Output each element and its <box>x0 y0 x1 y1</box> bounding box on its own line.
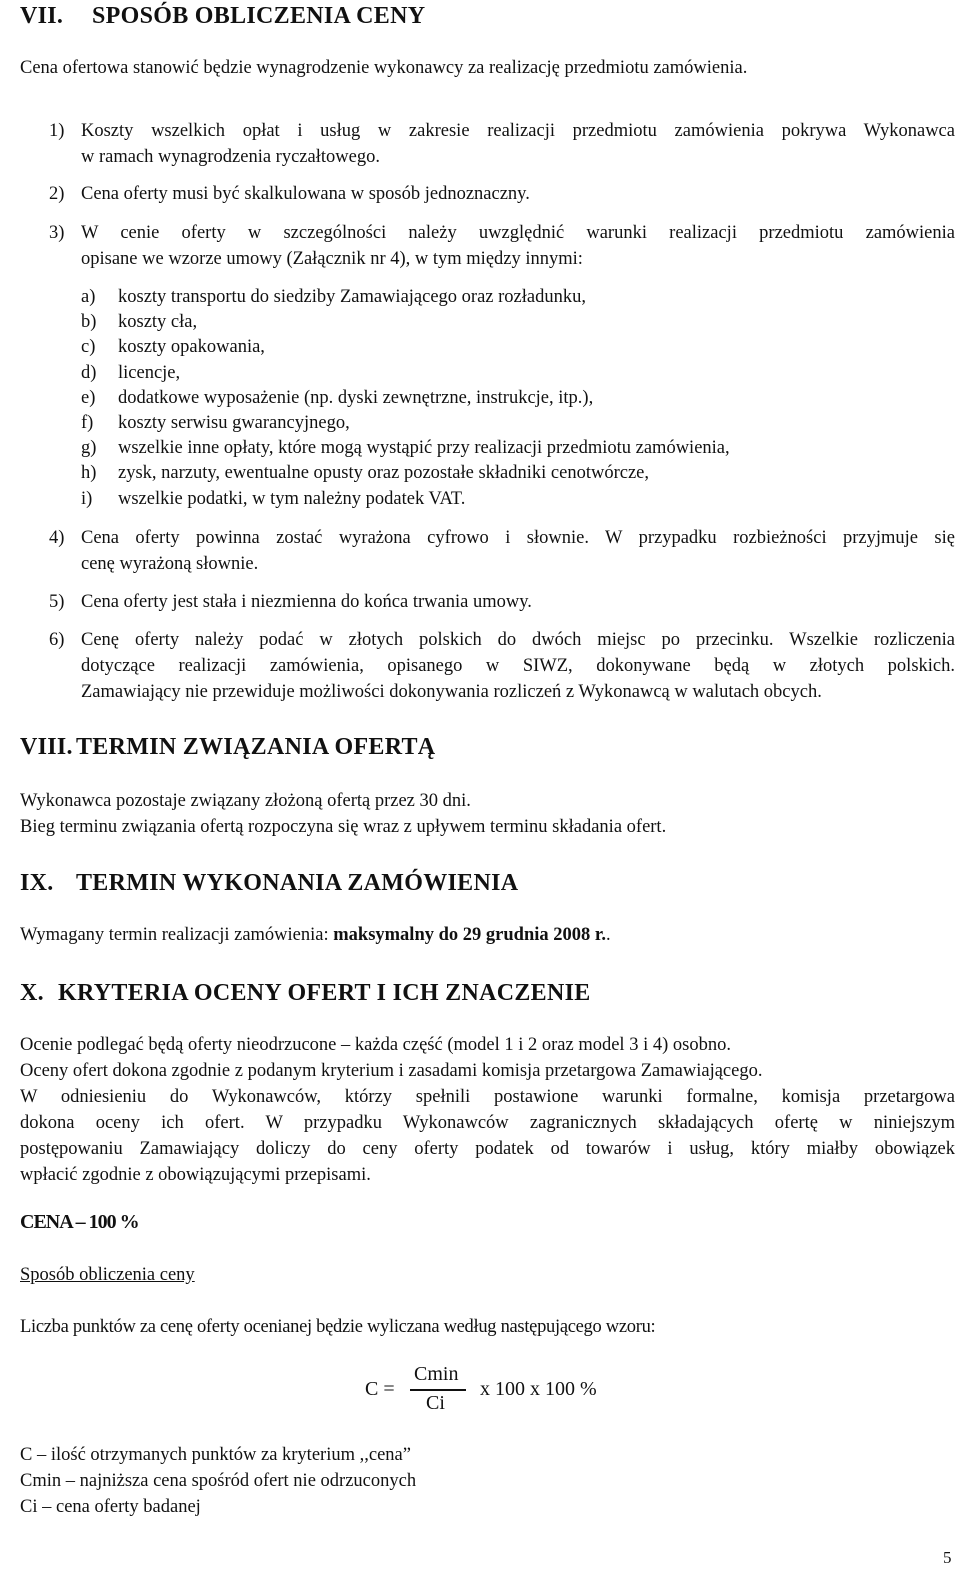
point-5 <box>49 589 532 615</box>
point-text: Cena oferty musi być skalkulowana w sposób jednoznaczny. <box>81 184 530 204</box>
list-item: b) koszty cła, <box>81 312 198 333</box>
point-label: 3) <box>49 223 65 243</box>
point-text: Cenę oferty należy podać w złotych polskich do dwóch miejsc po przecinku. Wszelkie rozliczenia <box>81 630 955 650</box>
section-heading-x <box>20 980 591 1007</box>
list-item: e) dodatkowe wyposażenie (np. dyski zewnętrzne, instrukcje, itp.), <box>81 387 594 408</box>
criteria-line: postępowaniu Zamawiający doliczy do ceny oferty podatek od towarów i usług, który miałby obowiązek <box>20 1139 955 1159</box>
list-item: i) wszelkie podatki, w tym należny podatek VAT. <box>81 488 466 509</box>
section-title: SPOSÓB OBLICZENIA CENY <box>92 3 426 29</box>
criteria-line: W odniesieniu do Wykonawców, którzy spełnili postawione warunki formalne, komisja przetargowa <box>20 1087 955 1107</box>
criteria-line: dokona oceny ich ofert. W przypadku Wykonawców zagranicznych składających ofertę w niniejszym <box>20 1113 955 1133</box>
criteria-line: Oceny ofert dokona zgodnie z podanym kryterium i zasadami komisja przetargowa Zamawiającego. <box>20 1061 763 1081</box>
legend-line: Ci – cena oferty badanej <box>20 1497 201 1517</box>
criteria-line: Ocenie podlegać będą oferty nieodrzucone – każda część (model 1 i 2 oraz model 3 i 4) osobno. <box>20 1035 731 1055</box>
formula-legend <box>20 1442 416 1520</box>
price-weight: CENA – 100 % <box>20 1211 139 1233</box>
section-heading-viii <box>20 734 435 761</box>
method-text: Liczba punktów za cenę oferty ocenianej będzie wyliczana według następującego wzoru: <box>20 1317 656 1337</box>
fraction-bar <box>410 1389 466 1391</box>
list-item: d) licencje, <box>81 362 181 383</box>
criteria-text <box>20 1032 955 1188</box>
point-text: Cena oferty powinna zostać wyrażona cyfrowo i słownie. W przypadku rozbieżności przyjmuje się <box>81 528 955 548</box>
formula-denominator: Ci <box>426 1392 445 1414</box>
list-item: g) wszelkie inne opłaty, które mogą wystąpić przy realizacji przedmiotu zamówienia, <box>81 438 730 459</box>
formula-numerator: Cmin <box>414 1363 459 1385</box>
section-number: VIII. <box>20 734 73 760</box>
point-text-cont: dotyczące realizacji zamówienia, opisanego w SIWZ, dokonywane będą w złotych polskich. <box>81 656 955 676</box>
section-number: IX. <box>20 870 54 896</box>
binding-period-text: Wykonawca pozostaje związany złożoną ofertą przez 30 dni. <box>20 791 471 811</box>
point-3 <box>49 220 955 272</box>
list-item: c) koszty opakowania, <box>81 337 265 358</box>
section-heading-ix <box>20 870 518 897</box>
point-label: 2) <box>49 184 65 204</box>
point-6 <box>49 627 955 705</box>
point-text: W cenie oferty w szczególności należy uwzględnić warunki realizacji przedmiotu zamówienia <box>81 223 955 243</box>
point-text-cont: cenę wyrażoną słownie. <box>81 554 259 574</box>
point-2 <box>49 181 530 207</box>
point-label: 4) <box>49 528 65 548</box>
point-1 <box>49 118 955 170</box>
section-heading-vii <box>20 3 425 30</box>
formula-rhs: x 100 x 100 % <box>480 1378 597 1400</box>
section-title: KRYTERIA OCENY OFERT I ICH ZNACZENIE <box>58 980 591 1006</box>
point-4 <box>49 525 955 577</box>
point-text-cont: w ramach wynagrodzenia ryczałtowego. <box>81 147 380 167</box>
criteria-line: wpłacić zgodnie z obowiązującymi przepisami. <box>20 1165 371 1185</box>
section-number: X. <box>20 980 44 1006</box>
deadline-text: Wymagany termin realizacji zamówienia: maksymalny do 29 grudnia 2008 r.. <box>20 925 611 945</box>
intro-text: Cena ofertowa stanowić będzie wynagrodzenie wykonawcy za realizację przedmiotu zamówienia. <box>20 58 748 78</box>
method-title: Sposób obliczenia ceny <box>20 1265 195 1285</box>
point-label: 1) <box>49 121 65 141</box>
section-number: VII. <box>20 3 64 29</box>
legend-line: Cmin – najniższa cena spośród ofert nie odrzuconych <box>20 1471 417 1491</box>
point-label: 5) <box>49 592 65 612</box>
list-item: h) zysk, narzuty, ewentualne opusty oraz pozostałe składniki cenotwórcze, <box>81 463 649 484</box>
point-text-cont: opisane we wzorze umowy (Załącznik nr 4), w tym między innymi: <box>81 249 583 269</box>
point-text: Cena oferty jest stała i niezmienna do końca trwania umowy. <box>81 592 532 612</box>
list-item: f) koszty serwisu gwarancyjnego, <box>81 413 350 434</box>
section-title: TERMIN WYKONANIA ZAMÓWIENIA <box>76 870 519 896</box>
page-number: 5 <box>943 1548 952 1567</box>
point-text: Koszty wszelkich opłat i usług w zakresie realizacji przedmiotu zamówienia pokrywa Wykonawca <box>81 121 955 141</box>
binding-start-text: Bieg terminu związania ofertą rozpoczyna się wraz z upływem terminu składania ofert. <box>20 817 667 837</box>
sub-list <box>81 285 730 512</box>
point-label: 6) <box>49 630 65 650</box>
point-text-cont: Zamawiający nie przewiduje możliwości dokonywania rozliczeń z Wykonawcą w walutach obcych. <box>81 682 822 702</box>
deadline-label: Wymagany termin realizacji zamówienia: <box>20 925 334 945</box>
section-title: TERMIN ZWIĄZANIA OFERTĄ <box>76 734 436 760</box>
deadline-value: maksymalny do 29 grudnia 2008 r. <box>333 925 607 945</box>
list-item: a) koszty transportu do siedziby Zamawiającego oraz rozładunku, <box>81 287 586 307</box>
legend-line: C – ilość otrzymanych punktów za kryterium ,,cena” <box>20 1445 411 1465</box>
formula-lhs: C = <box>365 1378 395 1400</box>
